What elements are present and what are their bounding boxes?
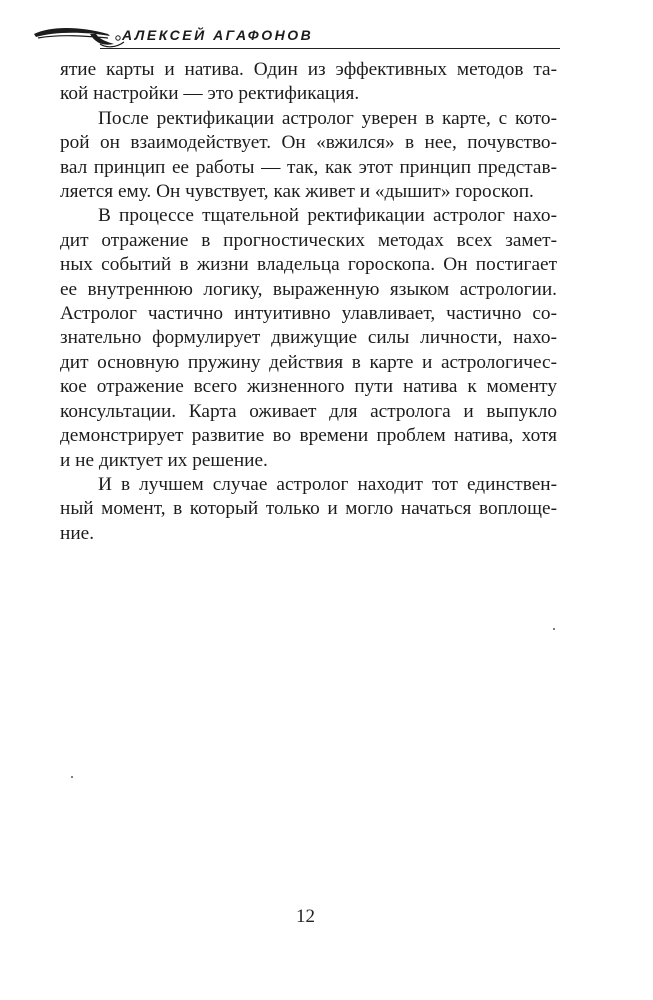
text-line: вал принцип ее работы — так, как этот принцип представ-	[60, 156, 557, 178]
text-line: и не диктует их решение.	[60, 449, 268, 471]
text-line: демонстрирует развитие во времени проблем натива, хотя	[60, 425, 557, 447]
text-line: дит основную пружину действия в карте и астрологичес-	[60, 351, 557, 373]
text-line: После ректификации астролог уверен в карте, с кото-	[98, 107, 557, 129]
header-rule	[100, 48, 560, 49]
scan-speck	[71, 776, 73, 778]
paragraph	[60, 473, 557, 546]
quill-pen-icon	[30, 20, 130, 50]
text-line: ее внутреннюю логику, выраженную языком астрологии.	[60, 278, 557, 300]
text-line: знательно формулирует движущие силы личности, нахо-	[60, 327, 557, 349]
text-line: ляется ему. Он чувствует, как живет и «дышит» гороскоп.	[60, 181, 534, 203]
text-line: кой настройки — это ректификация.	[60, 83, 360, 105]
text-line: ный момент, в который только и могло начаться воплоще-	[60, 498, 557, 520]
text-line: ятие карты и натива. Один из эффективных методов та-	[60, 59, 557, 80]
text-line: консультации. Карта оживает для астролога и выпукло	[60, 400, 557, 422]
paragraph	[60, 107, 557, 205]
text-line: Астролог частично интуитивно улавливает, частично со-	[60, 303, 557, 325]
paragraph	[60, 58, 557, 107]
paragraph	[60, 204, 557, 472]
text-line: дит отражение в прогностических методах всех замет-	[60, 229, 557, 251]
scan-speck	[553, 628, 555, 630]
text-line: ных событий в жизни владельца гороскопа. Он постигает	[60, 254, 557, 276]
page-number: 12	[296, 906, 315, 927]
body-text	[60, 58, 557, 546]
author-name: АЛЕКСЕЙ АГАФОНОВ	[122, 27, 314, 43]
text-line: В процессе тщательной ректификации астролог нахо-	[98, 205, 557, 227]
text-line: кое отражение всего жизненного пути натива к моменту	[60, 376, 557, 398]
text-line: рой он взаимодействует. Он «вжился» в нее, почувство-	[60, 132, 557, 154]
text-line: И в лучшем случае астролог находит тот единствен-	[98, 473, 557, 495]
text-line: ние.	[60, 522, 95, 544]
running-header	[30, 18, 560, 52]
